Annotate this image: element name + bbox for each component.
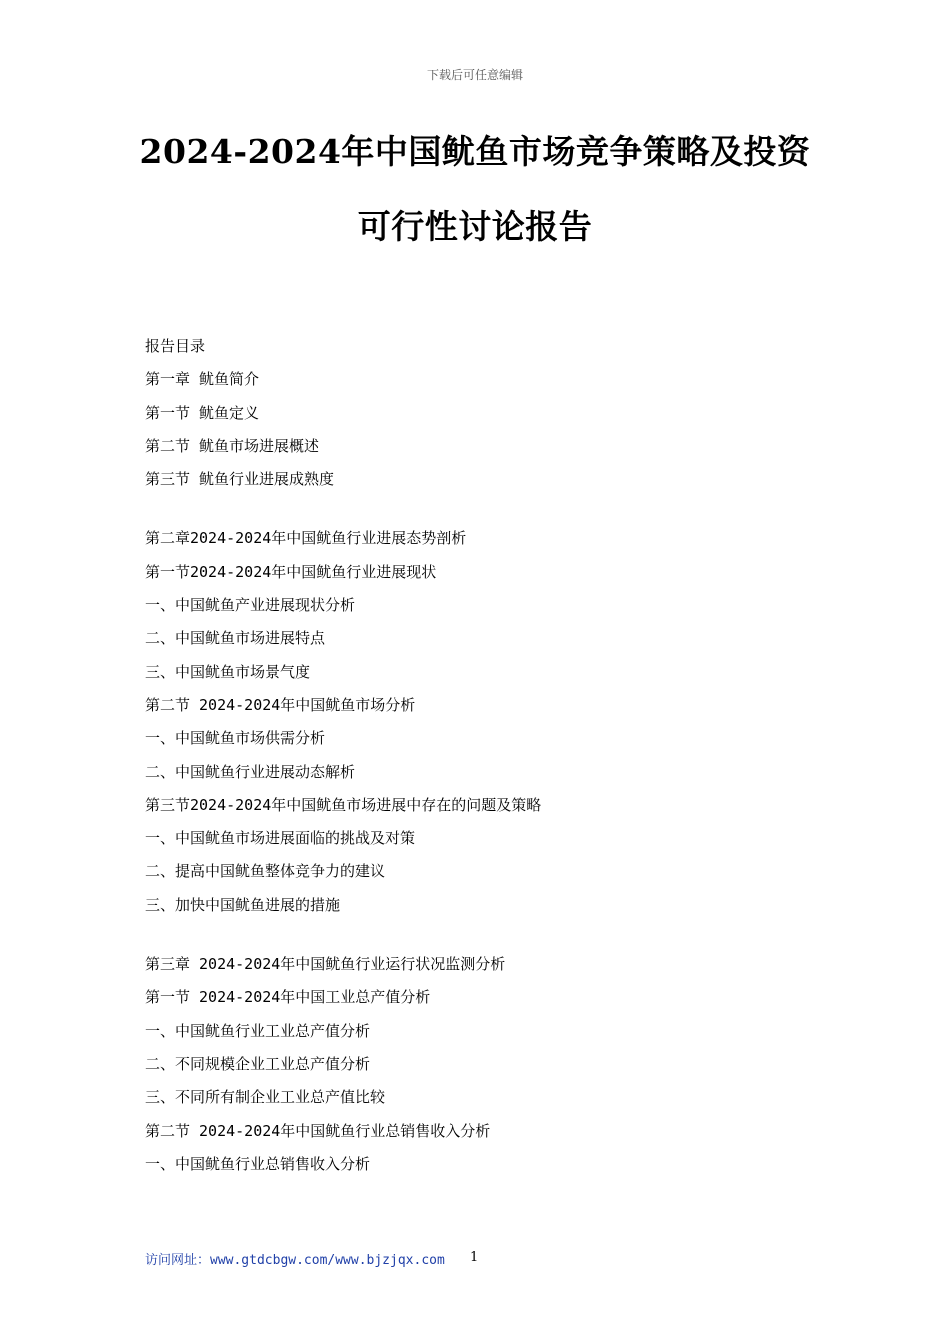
toc-chapter-1: 第一章 鱿鱼简介 bbox=[145, 370, 260, 389]
toc-item: 第三节2024-2024年中国鱿鱼市场进展中存在的问题及策略 bbox=[145, 795, 542, 814]
toc-heading: 报告目录 bbox=[145, 337, 206, 355]
toc-item: 第二节 鱿鱼市场进展概述 bbox=[145, 436, 320, 455]
toc-item: 一、中国鱿鱼行业总销售收入分析 bbox=[145, 1154, 371, 1173]
toc-item: 三、不同所有制企业工业总产值比较 bbox=[145, 1088, 386, 1107]
toc-item: 三、加快中国鱿鱼进展的措施 bbox=[145, 895, 341, 914]
report-title-line-2: 可行性讨论报告 bbox=[357, 207, 593, 246]
toc-item: 二、中国鱿鱼市场进展特点 bbox=[145, 629, 326, 648]
footer-website-link[interactable]: 访问网址：www.gtdcbgw.com/www.bjzjqx.com bbox=[145, 1253, 445, 1268]
toc-item: 一、中国鱿鱼市场供需分析 bbox=[145, 729, 326, 748]
report-title-line-1: 2024-2024年中国鱿鱼市场竞争策略及投资 bbox=[139, 132, 811, 171]
toc-item: 二、提高中国鱿鱼整体竞争力的建议 bbox=[145, 862, 386, 881]
toc-item: 第二节 2024-2024年中国鱿鱼市场分析 bbox=[145, 695, 416, 714]
toc-item: 一、中国鱿鱼市场进展面临的挑战及对策 bbox=[145, 829, 416, 848]
toc-item: 第一节 2024-2024年中国工业总产值分析 bbox=[145, 988, 431, 1007]
toc-item: 第一节2024-2024年中国鱿鱼行业进展现状 bbox=[145, 562, 437, 581]
toc-item: 三、中国鱿鱼市场景气度 bbox=[145, 662, 311, 681]
header-note: 下载后可任意编辑 bbox=[426, 68, 523, 82]
toc-item: 二、不同规模企业工业总产值分析 bbox=[145, 1054, 371, 1073]
toc-item: 一、中国鱿鱼行业工业总产值分析 bbox=[145, 1021, 371, 1040]
table-of-contents bbox=[145, 334, 845, 1185]
toc-item: 第三节 鱿鱼行业进展成熟度 bbox=[145, 470, 335, 489]
toc-chapter-3: 第三章 2024-2024年中国鱿鱼行业运行状况监测分析 bbox=[145, 955, 506, 974]
toc-item: 二、中国鱿鱼行业进展动态解析 bbox=[145, 762, 356, 781]
toc-item: 第二节 2024-2024年中国鱿鱼行业总销售收入分析 bbox=[145, 1121, 491, 1140]
toc-spacer bbox=[145, 926, 845, 952]
page-number: 1 bbox=[470, 1250, 479, 1265]
toc-spacer bbox=[145, 500, 845, 526]
toc-item: 第一节 鱿鱼定义 bbox=[145, 403, 260, 422]
toc-chapter-2: 第二章2024-2024年中国鱿鱼行业进展态势剖析 bbox=[145, 529, 467, 548]
toc-item: 一、中国鱿鱼产业进展现状分析 bbox=[145, 596, 356, 615]
